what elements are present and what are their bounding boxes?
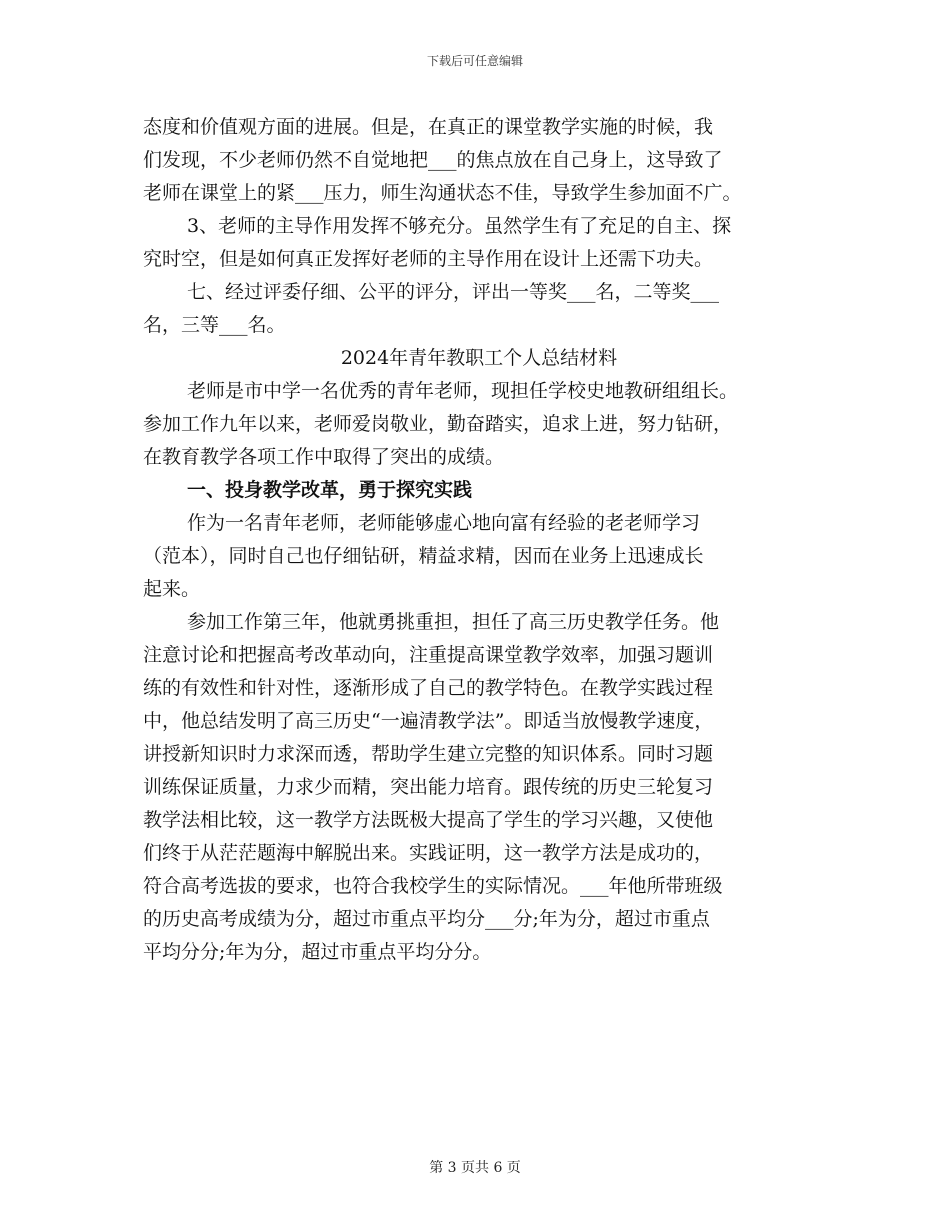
page-number-footer: 第 3 页共 6 页 [429, 1160, 521, 1176]
document-body [143, 111, 815, 969]
body-line: 参加工作九年以来，老师爱岗敬业，勤奋踏实，追求上进，努力钻研， [143, 413, 733, 435]
body-line: 的历史高考成绩为分，超过市重点平均分___分;年为分，超过市重点 [143, 908, 710, 930]
body-line: 教学法相比较，这一教学方法既极大提高了学生的学习兴趣，又使他 [143, 809, 714, 831]
body-line: 起来。 [143, 578, 201, 600]
body-line: 们发现，不少老师仍然不自觉地把___的焦点放在自己身上，这导致了 [143, 149, 723, 171]
paragraph-start-line: 七、经过评委仔细、公平的评分，评出一等奖___名，二等奖___ [187, 281, 720, 303]
body-line: 训练保证质量，力求少而精，突出能力培育。跟传统的历史三轮复习 [143, 776, 714, 798]
body-line: 中，他总结发明了高三历史“一遍清教学法”。即适当放慢教学速度， [143, 710, 714, 732]
page-header: 下载后可任意编辑 [426, 54, 523, 68]
body-line: 老师在课堂上的紧___压力，师生沟通状态不佳，导致学生参加面不广。 [143, 182, 742, 204]
body-line: 们终于从茫茫题海中解脱出来。实践证明，这一教学方法是成功的， [143, 842, 714, 864]
section-heading: 一、投身教学改革，勇于探究实践 [187, 479, 473, 501]
body-line: 练的有效性和针对性，逐渐形成了自己的教学特色。在教学实践过程 [143, 677, 714, 699]
paragraph-start-line: 参加工作第三年，他就勇挑重担，担任了高三历史教学任务。他 [187, 611, 720, 633]
body-line: （范本），同时自己也仔细钻研，精益求精，因而在业务上迅速成长 [143, 545, 704, 567]
paragraph-start-line: 老师是市中学一名优秀的青年老师，现担任学校史地教研组组长。 [187, 380, 739, 402]
body-line: 究时空，但是如何真正发挥好老师的主导作用在设计上还需下功夫。 [143, 248, 714, 270]
document-title: 2024年青年教职工个人总结材料 [340, 347, 618, 369]
paragraph-start-line: 3、老师的主导作用发挥不够充分。虽然学生有了充足的自主、探 [187, 215, 732, 237]
body-line: 在教育教学各项工作中取得了突出的成绩。 [143, 446, 505, 468]
body-line: 讲授新知识时力求深而透，帮助学生建立完整的知识体系。同时习题 [143, 743, 714, 765]
body-line: 态度和价值观方面的进展。但是，在真正的课堂教学实施的时候，我 [143, 116, 714, 138]
body-line: 名，三等___名。 [143, 314, 286, 336]
body-line: 平均分分;年为分，超过市重点平均分分。 [143, 941, 492, 963]
body-line: 注意讨论和把握高考改革动向，注重提高课堂教学效率，加强习题训 [143, 644, 714, 666]
paragraph-start-line: 作为一名青年老师，老师能够虚心地向富有经验的老老师学习 [187, 512, 701, 534]
body-line: 符合高考选拔的要求，也符合我校学生的实际情况。___年他所带班级 [143, 875, 723, 897]
